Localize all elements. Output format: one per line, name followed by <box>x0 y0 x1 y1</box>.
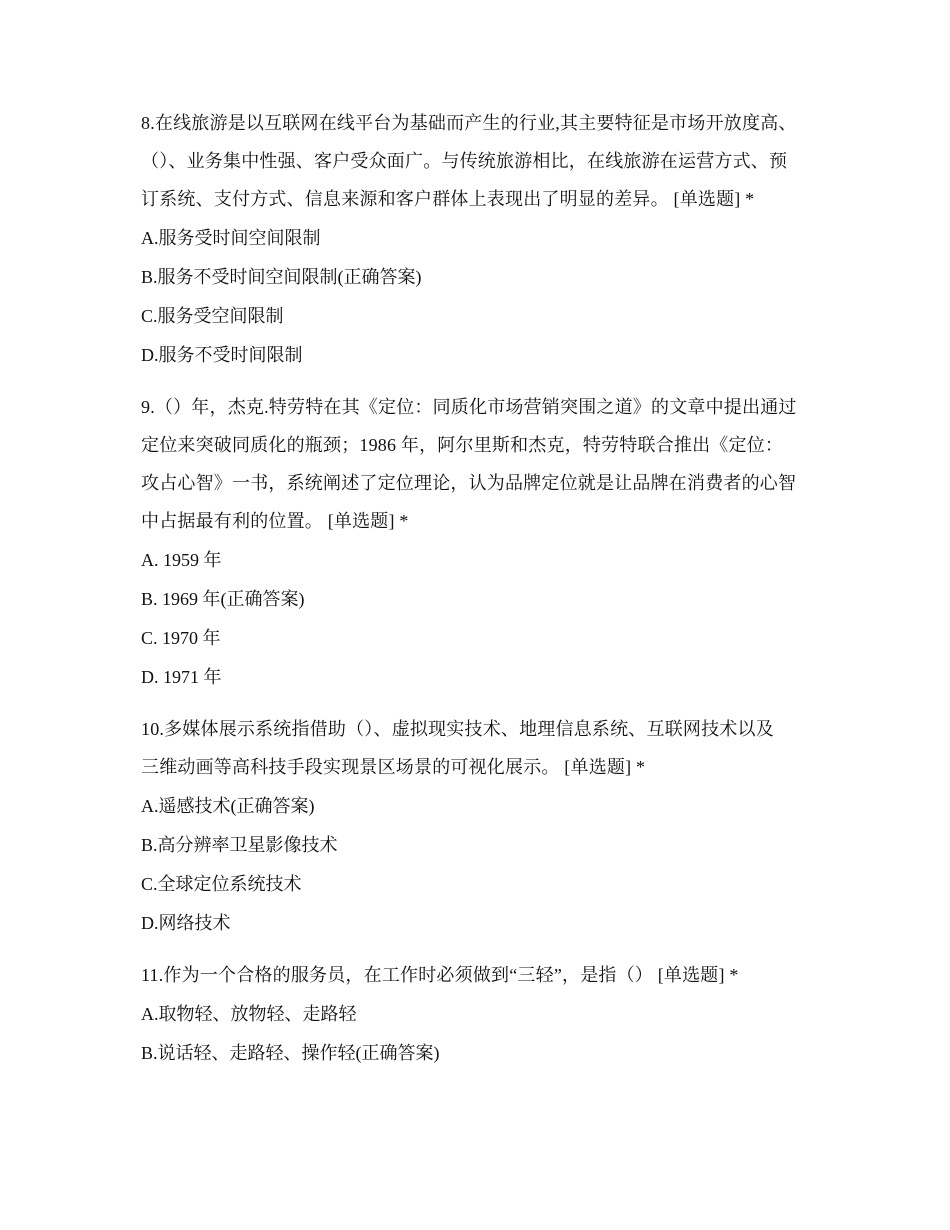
spacer <box>141 697 821 710</box>
spacer <box>141 943 821 956</box>
question-9 <box>141 388 821 697</box>
option-c: C.全球定位系统技术 <box>141 874 302 894</box>
option-d: D.服务不受时间限制 <box>141 345 303 365</box>
option-b: B.高分辨率卫星影像技术 <box>141 835 338 855</box>
question-line: 定位来突破同质化的瓶颈；1986 年，阿尔里斯和杰克，特劳特联合推出《定位： <box>141 435 784 455</box>
question-page <box>141 104 821 1073</box>
option-d: D. 1971 年 <box>141 667 222 687</box>
option-a: A.遥感技术(正确答案) <box>141 796 315 816</box>
question-line: 中占据最有利的位置。 [单选题] * <box>141 511 409 531</box>
question-10 <box>141 710 821 943</box>
question-line: 9.（）年，杰克.特劳特在其《定位：同质化市场营销突围之道》的文章中提出通过 <box>141 397 797 417</box>
option-b: B.说话轻、走路轻、操作轻(正确答案) <box>141 1043 440 1063</box>
option-c: C. 1970 年 <box>141 628 221 648</box>
question-line: 三维动画等高科技手段实现景区场景的可视化展示。 [单选题] * <box>141 757 646 777</box>
option-b: B.服务不受时间空间限制(正确答案) <box>141 267 422 287</box>
question-8 <box>141 104 821 375</box>
option-a: A. 1959 年 <box>141 550 222 570</box>
option-d: D.网络技术 <box>141 913 231 933</box>
option-a: A.服务受时间空间限制 <box>141 228 321 248</box>
question-line: 8.在线旅游是以互联网在线平台为基础而产生的行业,其主要特征是市场开放度高、 <box>141 113 797 133</box>
option-b: B. 1969 年(正确答案) <box>141 589 305 609</box>
question-line: 11.作为一个合格的服务员，在工作时必须做到“三轻”，是指（） [单选题] * <box>141 965 739 985</box>
question-line: 10.多媒体展示系统指借助（）、虚拟现实技术、地理信息系统、互联网技术以及 <box>141 719 774 739</box>
question-text <box>141 104 821 218</box>
question-text <box>141 956 821 994</box>
option-a: A.取物轻、放物轻、走路轻 <box>141 1004 357 1024</box>
question-line: 订系统、支付方式、信息来源和客户群体上表现出了明显的差异。 [单选题] * <box>141 189 755 209</box>
question-line: （）、业务集中性强、客户受众面广。与传统旅游相比，在线旅游在运营方式、预 <box>141 151 788 171</box>
option-c: C.服务受空间限制 <box>141 306 284 326</box>
spacer <box>141 375 821 388</box>
question-text <box>141 710 821 786</box>
question-text <box>141 388 821 540</box>
question-11 <box>141 956 821 1073</box>
question-line: 攻占心智》一书，系统阐述了定位理论，认为品牌定位就是让品牌在消费者的心智 <box>141 473 797 493</box>
